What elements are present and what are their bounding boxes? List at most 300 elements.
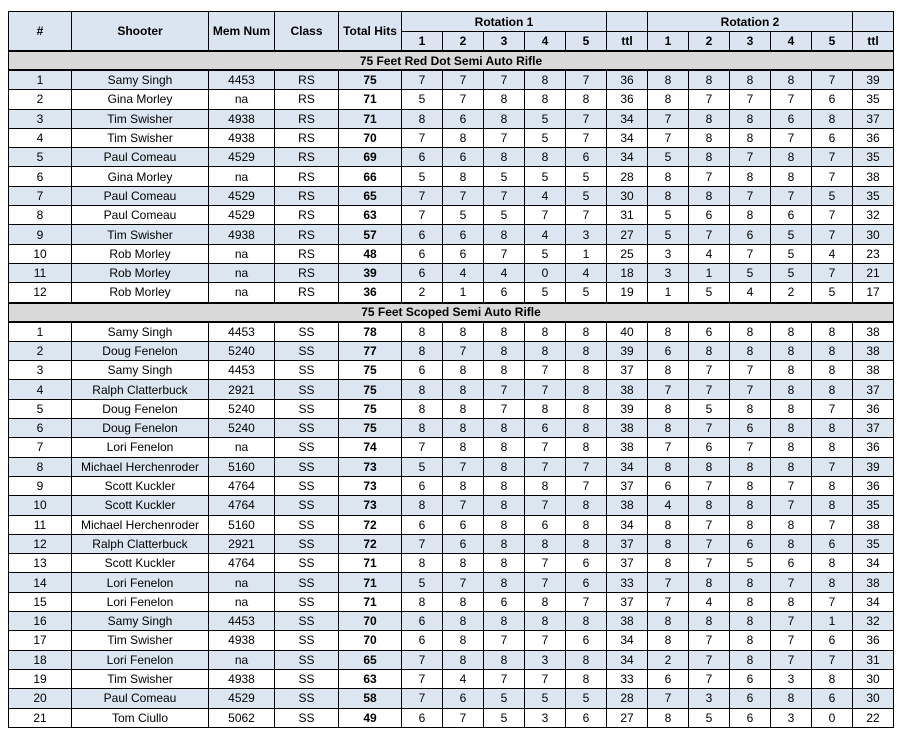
cell-class: RS: [275, 263, 339, 282]
cell-total-hits: 74: [339, 438, 402, 457]
cell-r2-round-1: 6: [648, 341, 689, 360]
cell-r2-round-4: 6: [771, 109, 812, 128]
table-row: [9, 669, 894, 688]
cell-r1-round-1: 8: [402, 496, 443, 515]
col-header-rotation-1-ttl-spacer: [607, 12, 648, 32]
cell-r2-round-2: 4: [689, 244, 730, 263]
cell-class: SS: [275, 592, 339, 611]
cell-r1-round-2: 8: [443, 592, 484, 611]
table-row: [9, 206, 894, 225]
cell-mem-num: 5240: [209, 341, 275, 360]
cell-r2-round-2: 7: [689, 167, 730, 186]
cell-r2-round-5: 8: [812, 554, 853, 573]
cell-r1-round-4: 8: [525, 70, 566, 90]
cell-r1-ttl: 39: [607, 399, 648, 418]
cell-r1-round-1: 5: [402, 573, 443, 592]
cell-shooter: Tim Swisher: [72, 128, 209, 147]
cell-r1-round-1: 2: [402, 283, 443, 303]
cell-r1-round-4: 8: [525, 90, 566, 109]
cell-r2-round-1: 8: [648, 457, 689, 476]
cell-r1-round-3: 8: [484, 534, 525, 553]
col-header-r2-round-4: 4: [771, 32, 812, 52]
cell-r1-ttl: 36: [607, 70, 648, 90]
cell-r1-round-3: 8: [484, 90, 525, 109]
cell-shooter: Tim Swisher: [72, 225, 209, 244]
cell-r1-round-5: 8: [566, 380, 607, 399]
cell-mem-num: 4529: [209, 148, 275, 167]
col-header-rotation-1: Rotation 1: [402, 12, 607, 32]
cell-r2-round-2: 8: [689, 128, 730, 147]
cell-r2-round-5: 1: [812, 612, 853, 631]
cell-r1-round-3: 8: [484, 341, 525, 360]
table-row: [9, 419, 894, 438]
cell-r1-round-5: 5: [566, 167, 607, 186]
cell-class: SS: [275, 380, 339, 399]
cell-r1-round-3: 8: [484, 419, 525, 438]
cell-r1-round-2: 8: [443, 361, 484, 380]
cell-r2-round-1: 6: [648, 669, 689, 688]
cell-r1-round-3: 7: [484, 631, 525, 650]
cell-num: 11: [9, 263, 72, 282]
cell-r2-round-2: 7: [689, 90, 730, 109]
cell-r2-round-1: 8: [648, 186, 689, 205]
cell-r2-round-2: 7: [689, 419, 730, 438]
cell-r1-round-2: 6: [443, 109, 484, 128]
cell-num: 17: [9, 631, 72, 650]
cell-num: 2: [9, 90, 72, 109]
cell-r1-ttl: 38: [607, 419, 648, 438]
cell-r2-round-3: 5: [730, 263, 771, 282]
cell-r2-round-4: 7: [771, 128, 812, 147]
cell-r2-round-4: 7: [771, 573, 812, 592]
cell-r2-round-5: 8: [812, 438, 853, 457]
cell-shooter: Gina Morley: [72, 167, 209, 186]
cell-class: RS: [275, 186, 339, 205]
cell-r1-round-3: 7: [484, 380, 525, 399]
cell-r2-round-2: 6: [689, 206, 730, 225]
table-row: [9, 283, 894, 303]
cell-r1-round-1: 6: [402, 148, 443, 167]
cell-class: SS: [275, 573, 339, 592]
cell-r1-round-5: 3: [566, 225, 607, 244]
col-header-shooter: Shooter: [72, 12, 209, 52]
cell-r2-ttl: 39: [853, 70, 894, 90]
cell-shooter: Lori Fenelon: [72, 650, 209, 669]
cell-r2-round-1: 7: [648, 109, 689, 128]
cell-shooter: Samy Singh: [72, 70, 209, 90]
cell-r1-round-3: 4: [484, 263, 525, 282]
cell-r1-round-3: 8: [484, 148, 525, 167]
cell-shooter: Gina Morley: [72, 90, 209, 109]
col-header-r1-round-3: 3: [484, 32, 525, 52]
cell-r1-round-3: 7: [484, 669, 525, 688]
cell-r2-ttl: 32: [853, 206, 894, 225]
cell-r2-round-1: 8: [648, 554, 689, 573]
cell-r2-round-3: 8: [730, 457, 771, 476]
cell-r2-round-2: 5: [689, 283, 730, 303]
cell-r2-ttl: 31: [853, 650, 894, 669]
cell-r1-round-2: 8: [443, 554, 484, 573]
cell-r1-round-3: 7: [484, 399, 525, 418]
cell-r2-round-3: 8: [730, 515, 771, 534]
cell-r1-round-5: 6: [566, 708, 607, 727]
cell-r2-round-4: 7: [771, 612, 812, 631]
cell-r1-ttl: 38: [607, 496, 648, 515]
cell-r2-ttl: 21: [853, 263, 894, 282]
cell-r1-round-3: 7: [484, 186, 525, 205]
cell-mem-num: 2921: [209, 534, 275, 553]
cell-r2-round-3: 8: [730, 592, 771, 611]
cell-shooter: Tim Swisher: [72, 631, 209, 650]
cell-total-hits: 63: [339, 206, 402, 225]
cell-class: SS: [275, 554, 339, 573]
cell-r2-round-4: 5: [771, 244, 812, 263]
col-header-r1-ttl: ttl: [607, 32, 648, 52]
cell-r1-round-5: 6: [566, 554, 607, 573]
cell-shooter: Rob Morley: [72, 283, 209, 303]
cell-class: SS: [275, 650, 339, 669]
cell-r1-round-1: 6: [402, 708, 443, 727]
table-row: [9, 90, 894, 109]
cell-r1-round-5: 8: [566, 612, 607, 631]
cell-r1-round-4: 5: [525, 283, 566, 303]
cell-mem-num: 2921: [209, 380, 275, 399]
cell-r2-round-4: 8: [771, 167, 812, 186]
cell-class: SS: [275, 515, 339, 534]
cell-r2-round-2: 7: [689, 631, 730, 650]
cell-r2-round-2: 8: [689, 573, 730, 592]
cell-total-hits: 58: [339, 689, 402, 708]
cell-r1-round-4: 7: [525, 438, 566, 457]
table-row: [9, 573, 894, 592]
cell-r2-round-2: 8: [689, 496, 730, 515]
cell-total-hits: 36: [339, 283, 402, 303]
cell-r2-round-3: 7: [730, 186, 771, 205]
cell-r1-round-2: 7: [443, 457, 484, 476]
cell-r1-round-5: 8: [566, 419, 607, 438]
cell-r1-round-3: 8: [484, 476, 525, 495]
cell-mem-num: 4938: [209, 225, 275, 244]
cell-r2-round-4: 8: [771, 148, 812, 167]
cell-num: 10: [9, 496, 72, 515]
cell-r1-ttl: 39: [607, 341, 648, 360]
cell-r1-round-4: 0: [525, 263, 566, 282]
cell-r2-round-3: 6: [730, 669, 771, 688]
cell-r2-round-3: 5: [730, 554, 771, 573]
cell-r1-ttl: 34: [607, 650, 648, 669]
cell-r2-round-5: 7: [812, 167, 853, 186]
cell-mem-num: na: [209, 90, 275, 109]
cell-r1-round-3: 8: [484, 573, 525, 592]
col-header-r2-ttl: ttl: [853, 32, 894, 52]
cell-class: SS: [275, 438, 339, 457]
cell-r1-round-2: 8: [443, 612, 484, 631]
cell-r1-ttl: 33: [607, 573, 648, 592]
cell-total-hits: 72: [339, 534, 402, 553]
cell-r1-round-2: 6: [443, 689, 484, 708]
cell-r2-round-2: 7: [689, 554, 730, 573]
cell-shooter: Scott Kuckler: [72, 554, 209, 573]
cell-r2-round-5: 8: [812, 573, 853, 592]
cell-r1-round-4: 8: [525, 322, 566, 342]
cell-r2-round-3: 8: [730, 109, 771, 128]
cell-r1-ttl: 28: [607, 167, 648, 186]
cell-r1-round-4: 7: [525, 496, 566, 515]
cell-r2-ttl: 37: [853, 419, 894, 438]
cell-r1-ttl: 37: [607, 592, 648, 611]
cell-r1-round-3: 8: [484, 361, 525, 380]
cell-num: 7: [9, 438, 72, 457]
cell-r2-round-5: 7: [812, 592, 853, 611]
cell-r2-round-1: 8: [648, 534, 689, 553]
cell-mem-num: na: [209, 573, 275, 592]
cell-r1-round-4: 3: [525, 708, 566, 727]
cell-r2-round-3: 6: [730, 708, 771, 727]
table-row: [9, 650, 894, 669]
cell-r1-round-2: 6: [443, 148, 484, 167]
cell-r1-round-5: 8: [566, 515, 607, 534]
cell-r2-round-1: 7: [648, 592, 689, 611]
cell-r1-round-1: 7: [402, 70, 443, 90]
cell-r2-round-2: 8: [689, 457, 730, 476]
cell-r2-round-2: 7: [689, 650, 730, 669]
cell-r2-ttl: 38: [853, 573, 894, 592]
cell-mem-num: 5240: [209, 399, 275, 418]
cell-r2-round-2: 6: [689, 438, 730, 457]
cell-r1-round-1: 8: [402, 341, 443, 360]
cell-class: SS: [275, 419, 339, 438]
cell-class: SS: [275, 496, 339, 515]
cell-r1-round-5: 7: [566, 70, 607, 90]
cell-r2-round-3: 7: [730, 90, 771, 109]
cell-r1-round-3: 8: [484, 650, 525, 669]
cell-r1-round-2: 7: [443, 70, 484, 90]
cell-shooter: Samy Singh: [72, 322, 209, 342]
cell-r1-round-4: 5: [525, 689, 566, 708]
cell-r2-round-3: 8: [730, 322, 771, 342]
cell-class: SS: [275, 399, 339, 418]
cell-mem-num: 4529: [209, 689, 275, 708]
cell-r1-round-5: 7: [566, 457, 607, 476]
cell-r1-round-5: 5: [566, 283, 607, 303]
cell-r1-round-4: 5: [525, 244, 566, 263]
cell-shooter: Lori Fenelon: [72, 438, 209, 457]
cell-r1-round-4: 6: [525, 419, 566, 438]
cell-r1-ttl: 34: [607, 457, 648, 476]
cell-r1-ttl: 27: [607, 708, 648, 727]
cell-shooter: Michael Herchenroder: [72, 457, 209, 476]
cell-r1-round-3: 5: [484, 206, 525, 225]
cell-class: RS: [275, 90, 339, 109]
cell-r2-round-3: 7: [730, 148, 771, 167]
section-header-row: [9, 51, 894, 70]
cell-r1-round-5: 7: [566, 592, 607, 611]
cell-num: 10: [9, 244, 72, 263]
cell-r2-round-5: 7: [812, 457, 853, 476]
cell-r2-round-1: 7: [648, 689, 689, 708]
cell-r1-round-2: 7: [443, 496, 484, 515]
cell-r1-round-3: 7: [484, 70, 525, 90]
cell-r2-round-2: 8: [689, 186, 730, 205]
cell-r2-round-4: 8: [771, 534, 812, 553]
cell-r1-round-5: 6: [566, 148, 607, 167]
cell-r2-ttl: 35: [853, 534, 894, 553]
cell-r2-round-4: 8: [771, 592, 812, 611]
table-row: [9, 186, 894, 205]
cell-r1-round-2: 5: [443, 206, 484, 225]
cell-class: RS: [275, 128, 339, 147]
cell-class: SS: [275, 612, 339, 631]
cell-r2-round-5: 5: [812, 283, 853, 303]
cell-r1-round-1: 8: [402, 109, 443, 128]
cell-shooter: Ralph Clatterbuck: [72, 380, 209, 399]
cell-r1-round-1: 6: [402, 476, 443, 495]
cell-class: RS: [275, 109, 339, 128]
cell-class: SS: [275, 631, 339, 650]
cell-class: RS: [275, 70, 339, 90]
cell-num: 8: [9, 206, 72, 225]
cell-r1-round-2: 8: [443, 322, 484, 342]
cell-r2-round-2: 7: [689, 476, 730, 495]
cell-r2-ttl: 32: [853, 612, 894, 631]
cell-r2-ttl: 38: [853, 361, 894, 380]
cell-r2-round-5: 7: [812, 148, 853, 167]
cell-class: RS: [275, 206, 339, 225]
cell-r2-round-3: 8: [730, 573, 771, 592]
cell-r2-round-4: 8: [771, 419, 812, 438]
cell-total-hits: 66: [339, 167, 402, 186]
cell-r1-round-5: 8: [566, 438, 607, 457]
cell-r1-round-5: 5: [566, 689, 607, 708]
cell-r1-ttl: 19: [607, 283, 648, 303]
cell-r1-round-5: 8: [566, 399, 607, 418]
cell-num: 1: [9, 70, 72, 90]
cell-r2-round-1: 8: [648, 90, 689, 109]
cell-r1-round-2: 6: [443, 244, 484, 263]
cell-r2-round-5: 6: [812, 534, 853, 553]
cell-r2-round-3: 8: [730, 70, 771, 90]
cell-total-hits: 77: [339, 341, 402, 360]
cell-r1-round-1: 6: [402, 361, 443, 380]
cell-shooter: Tim Swisher: [72, 109, 209, 128]
cell-r2-round-4: 7: [771, 476, 812, 495]
cell-r1-round-2: 8: [443, 167, 484, 186]
cell-r1-round-1: 7: [402, 650, 443, 669]
cell-r2-ttl: 30: [853, 689, 894, 708]
cell-r2-round-4: 7: [771, 186, 812, 205]
cell-r1-round-2: 7: [443, 708, 484, 727]
cell-total-hits: 70: [339, 128, 402, 147]
cell-r2-round-3: 8: [730, 650, 771, 669]
cell-shooter: Lori Fenelon: [72, 573, 209, 592]
cell-r2-round-3: 8: [730, 167, 771, 186]
cell-r2-round-5: 8: [812, 361, 853, 380]
cell-r2-round-3: 8: [730, 341, 771, 360]
cell-total-hits: 69: [339, 148, 402, 167]
cell-mem-num: na: [209, 650, 275, 669]
table-row: [9, 322, 894, 342]
cell-r2-round-2: 3: [689, 689, 730, 708]
cell-mem-num: 4938: [209, 631, 275, 650]
cell-r2-round-1: 7: [648, 438, 689, 457]
table-row: [9, 612, 894, 631]
cell-num: 21: [9, 708, 72, 727]
cell-r1-ttl: 18: [607, 263, 648, 282]
cell-r2-ttl: 39: [853, 457, 894, 476]
cell-r2-round-1: 8: [648, 361, 689, 380]
col-header-num: #: [9, 12, 72, 52]
cell-total-hits: 70: [339, 631, 402, 650]
cell-total-hits: 57: [339, 225, 402, 244]
col-header-r2-round-5: 5: [812, 32, 853, 52]
cell-num: 11: [9, 515, 72, 534]
cell-r1-round-2: 8: [443, 128, 484, 147]
cell-num: 9: [9, 476, 72, 495]
cell-class: SS: [275, 457, 339, 476]
cell-r1-round-2: 8: [443, 419, 484, 438]
cell-total-hits: 73: [339, 476, 402, 495]
cell-num: 14: [9, 573, 72, 592]
cell-r2-round-4: 6: [771, 206, 812, 225]
cell-r1-round-2: 4: [443, 669, 484, 688]
cell-mem-num: 4938: [209, 669, 275, 688]
results-table: [8, 11, 894, 728]
cell-r1-ttl: 37: [607, 476, 648, 495]
cell-r2-round-2: 8: [689, 148, 730, 167]
cell-r2-round-1: 8: [648, 70, 689, 90]
cell-r2-round-4: 8: [771, 70, 812, 90]
cell-r1-round-4: 8: [525, 476, 566, 495]
cell-r1-round-4: 7: [525, 457, 566, 476]
cell-class: SS: [275, 708, 339, 727]
cell-r1-round-2: 8: [443, 438, 484, 457]
cell-total-hits: 70: [339, 612, 402, 631]
col-header-r2-round-3: 3: [730, 32, 771, 52]
cell-r1-round-3: 8: [484, 554, 525, 573]
cell-r1-round-4: 4: [525, 186, 566, 205]
cell-r2-ttl: 37: [853, 380, 894, 399]
cell-r2-ttl: 36: [853, 128, 894, 147]
cell-r1-round-5: 7: [566, 128, 607, 147]
cell-r1-round-2: 6: [443, 225, 484, 244]
section-header-row: [9, 303, 894, 322]
cell-r2-round-3: 6: [730, 225, 771, 244]
cell-class: SS: [275, 689, 339, 708]
cell-r1-round-5: 6: [566, 631, 607, 650]
cell-r1-round-1: 8: [402, 592, 443, 611]
cell-r2-round-3: 7: [730, 438, 771, 457]
cell-r1-round-3: 5: [484, 708, 525, 727]
cell-num: 12: [9, 283, 72, 303]
cell-r1-round-4: 7: [525, 361, 566, 380]
cell-total-hits: 49: [339, 708, 402, 727]
cell-total-hits: 75: [339, 361, 402, 380]
cell-r1-round-2: 7: [443, 573, 484, 592]
cell-r2-round-2: 8: [689, 612, 730, 631]
table-row: [9, 476, 894, 495]
cell-r1-round-3: 5: [484, 689, 525, 708]
cell-r1-round-3: 8: [484, 612, 525, 631]
cell-num: 8: [9, 457, 72, 476]
cell-r1-ttl: 34: [607, 109, 648, 128]
cell-shooter: Ralph Clatterbuck: [72, 534, 209, 553]
cell-num: 9: [9, 225, 72, 244]
cell-mem-num: 4453: [209, 361, 275, 380]
cell-r1-round-3: 8: [484, 438, 525, 457]
table-row: [9, 554, 894, 573]
cell-r2-round-1: 1: [648, 283, 689, 303]
cell-r1-round-2: 6: [443, 515, 484, 534]
